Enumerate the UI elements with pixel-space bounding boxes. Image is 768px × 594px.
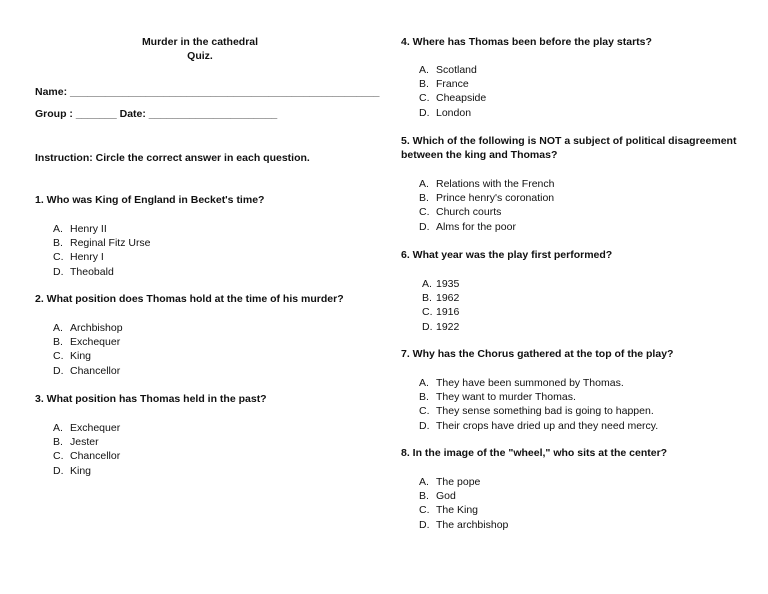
option[interactable]: B. Reginal Fitz Urse [53, 237, 151, 250]
question-3-options [53, 421, 120, 478]
option[interactable]: C. Henry I [53, 251, 104, 264]
option[interactable]: A. Scotland [419, 64, 477, 76]
option[interactable]: A. Henry II [53, 223, 107, 235]
option[interactable]: A. They have been summoned by Thomas. [419, 377, 624, 389]
name-line: Name: _____________________________________________________ [35, 86, 380, 98]
question-3: 3. What position has Thomas held in the past? [35, 393, 267, 405]
question-6: 6. What year was the play first performed? [401, 249, 613, 261]
question-4-options [419, 63, 486, 120]
option[interactable]: A. Exchequer [53, 422, 121, 434]
option[interactable]: B. Prince henry's coronation [419, 192, 555, 205]
option[interactable]: D. 1922 [422, 320, 460, 333]
instruction: Instruction: Circle the correct answer in each question. [35, 152, 310, 164]
option[interactable]: C. Church courts [419, 206, 502, 219]
option[interactable]: D. Chancellor [53, 364, 121, 377]
option[interactable]: B. France [419, 78, 469, 91]
option[interactable]: A. Archbishop [53, 322, 123, 334]
option[interactable]: C. They sense something bad is going to happen. [419, 405, 654, 418]
option[interactable]: D. Alms for the poor [419, 220, 516, 233]
question-2-options [53, 321, 123, 378]
option[interactable]: A. 1935 [422, 278, 460, 290]
option[interactable]: A. Relations with the French [419, 178, 555, 190]
question-7: 7. Why has the Chorus gathered at the top of the play? [401, 348, 674, 360]
question-1: 1. Who was King of England in Becket's time? [35, 194, 265, 206]
title-line-1: Murder in the cathedral [141, 36, 259, 48]
option[interactable]: D. The archbishop [419, 518, 509, 531]
question-5: 5. Which of the following is NOT a subject of political disagreement between the king and Thomas? [401, 135, 737, 161]
option[interactable]: C. Cheapside [419, 92, 487, 105]
question-6-options [422, 277, 459, 334]
question-8: 8. In the image of the "wheel," who sits at the center? [401, 447, 668, 459]
group-date-line: Group : _______ Date: ______________________ [35, 108, 278, 120]
option[interactable]: B. God [419, 490, 456, 503]
option[interactable]: C. 1916 [422, 306, 460, 319]
option[interactable]: C. Chancellor [53, 450, 121, 463]
option[interactable]: D. King [53, 464, 92, 477]
question-1-options [53, 222, 151, 279]
question-7-options [419, 376, 658, 433]
question-2: 2. What position does Thomas hold at the time of his murder? [35, 293, 344, 305]
question-5-options [419, 177, 554, 234]
option[interactable]: D. Their crops have dried up and they need mercy. [419, 419, 659, 432]
option[interactable]: D. Theobald [53, 265, 114, 278]
option[interactable]: B. Jester [53, 436, 99, 449]
option[interactable]: A. The pope [419, 476, 481, 488]
title-line-2: Quiz. [187, 50, 213, 62]
option[interactable]: B. Exchequer [53, 336, 121, 349]
question-4: 4. Where has Thomas been before the play starts? [401, 36, 652, 48]
question-8-options [419, 475, 508, 532]
option[interactable]: B. 1962 [422, 292, 460, 305]
option[interactable]: B. They want to murder Thomas. [419, 391, 576, 404]
option[interactable]: C. King [53, 350, 92, 363]
option[interactable]: D. London [419, 106, 472, 119]
option[interactable]: C. The King [419, 504, 479, 517]
